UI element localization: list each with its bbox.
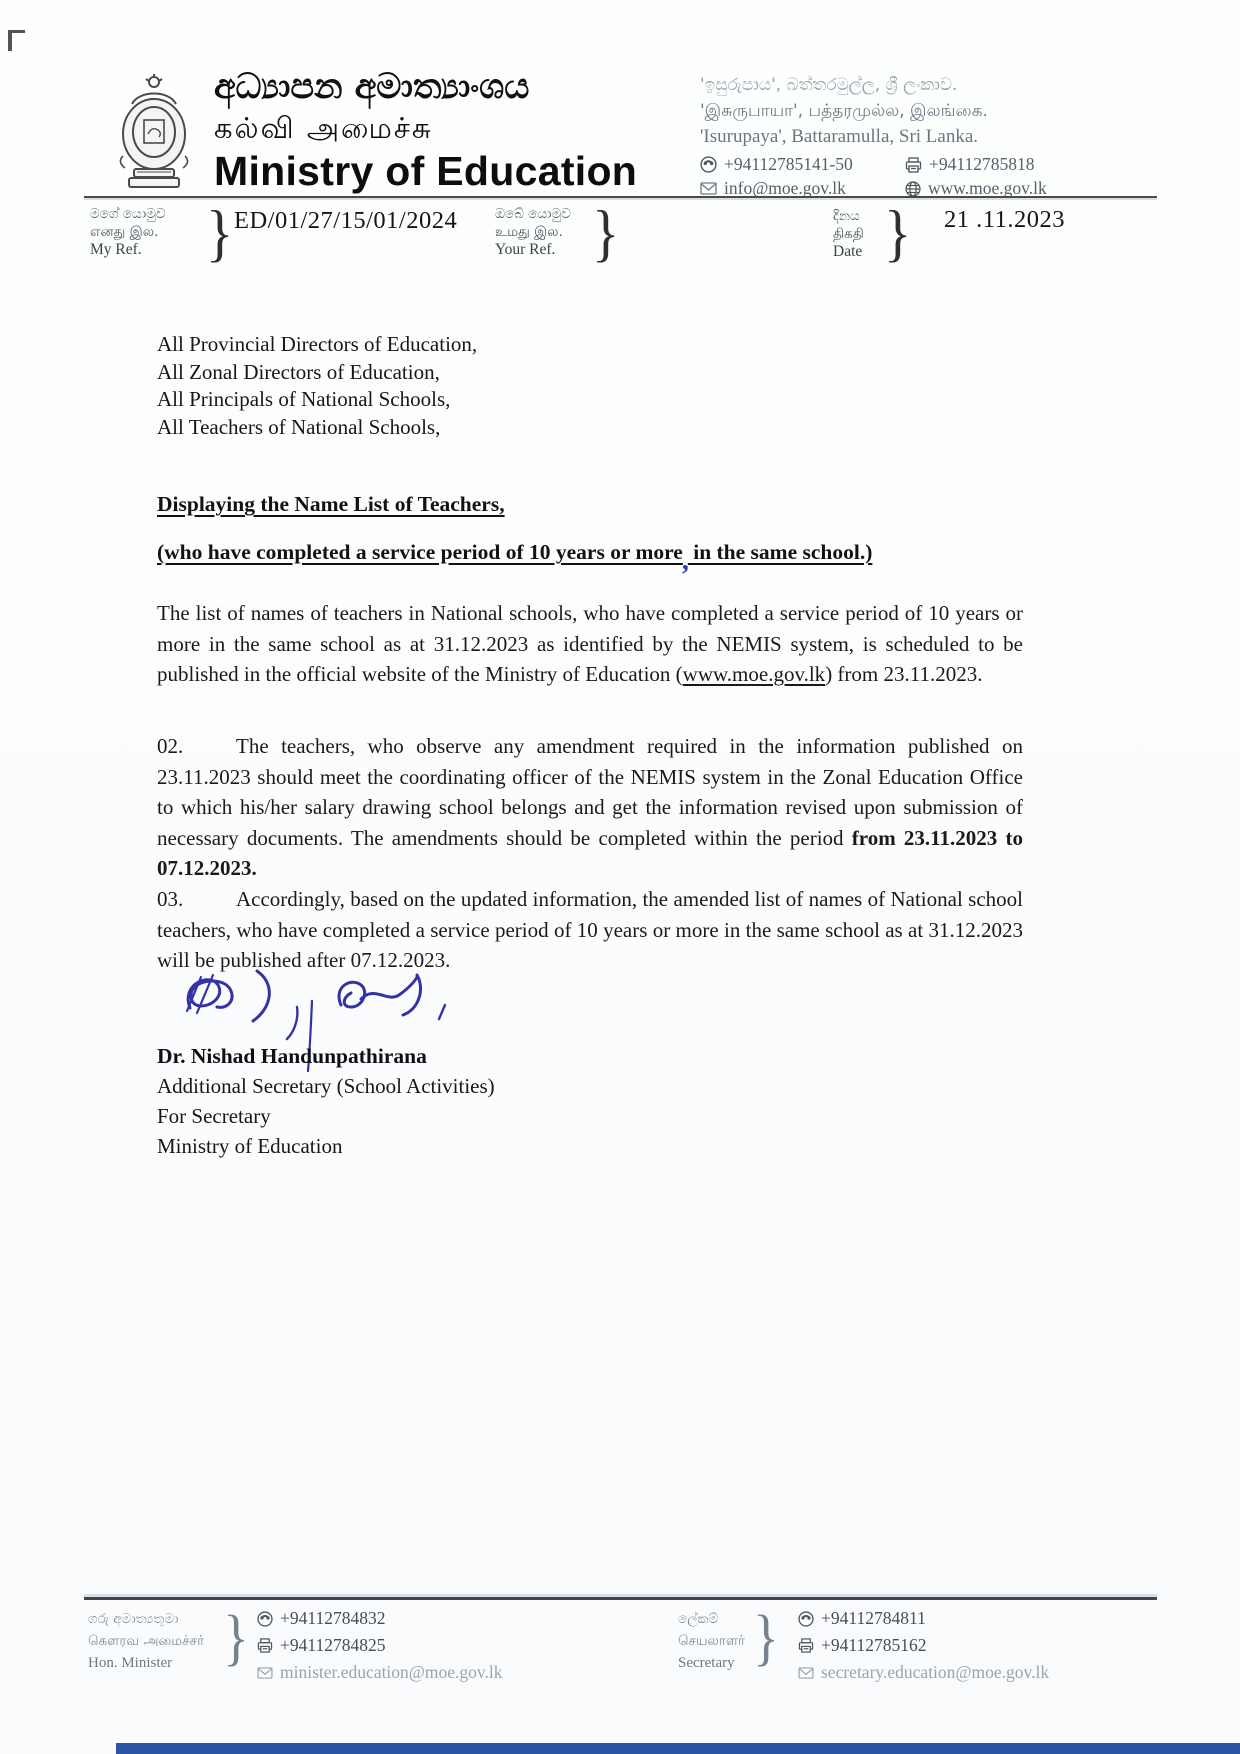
subject-line-1: Displaying the Name List of Teachers, xyxy=(157,492,505,516)
your-ref-label-english: Your Ref. xyxy=(495,241,556,258)
my-ref-label-tamil: எனது இல. xyxy=(90,224,159,240)
secretary-label-english: Secretary xyxy=(678,1655,735,1671)
secretary-phone-value: +94112784811 xyxy=(821,1608,926,1628)
header-fax-value: +94112785818 xyxy=(929,154,1035,174)
phone-icon xyxy=(700,156,717,173)
subject-line-2-part2: in the same school.) xyxy=(687,540,873,564)
date-brace: } xyxy=(884,197,912,269)
date-label-sinhala: දිනය xyxy=(833,208,860,224)
secretary-phone-row xyxy=(798,1605,1049,1632)
minister-email-row xyxy=(257,1659,503,1686)
recipient-line: All Provincial Directors of Education, xyxy=(157,332,478,356)
secretary-label xyxy=(678,1608,745,1674)
subject-line-2-part1: (who have completed a service period of 10 years or more xyxy=(157,540,683,564)
secretary-label-tamil: செயலாளர் xyxy=(678,1633,746,1649)
your-ref-label xyxy=(495,205,571,259)
email-icon xyxy=(257,1667,273,1679)
minister-brace: } xyxy=(223,1602,249,1672)
recipient-line: All Principals of National Schools, xyxy=(157,387,451,411)
paragraph-3 xyxy=(157,884,1023,976)
secretary-email-value: secretary.education@moe.gov.lk xyxy=(821,1662,1050,1682)
sri-lanka-emblem-logo xyxy=(103,72,205,197)
secretary-fax-row xyxy=(798,1632,1049,1659)
paragraph-3-text: Accordingly, based on the updated information, the amended list of names of National school teachers, who have completed a service period of 10 years or more in the same school as at 31.12.2023 will be published after 07.12.2023. xyxy=(157,887,1023,972)
paragraph-2 xyxy=(157,731,1023,884)
minister-label-tamil: கௌரவ அமைச்சர் xyxy=(88,1633,205,1649)
header-fax-row xyxy=(905,153,1047,176)
minister-email-value: minister.education@moe.gov.lk xyxy=(280,1662,503,1682)
minister-fax-row xyxy=(257,1632,503,1659)
minister-phone-value: +94112784832 xyxy=(280,1608,386,1628)
my-ref-label xyxy=(90,205,166,259)
minister-label-sinhala: ගරු අමාත්‍යතුමා xyxy=(88,1611,179,1627)
secretary-brace: } xyxy=(753,1602,779,1672)
date-label xyxy=(833,207,864,261)
header-web-value: www.moe.gov.lk xyxy=(928,178,1047,198)
bottom-blue-bar xyxy=(116,1743,1240,1754)
paragraph-3-number: 03. xyxy=(157,887,184,911)
signatory-title-2: For Secretary xyxy=(157,1104,271,1128)
date-label-english: Date xyxy=(833,243,863,260)
paragraph-1-tail: ) from 23.11.2023. xyxy=(825,662,983,686)
signatory-title-3: Ministry of Education xyxy=(157,1134,343,1158)
address-sinhala: 'ඉසුරුපාය', බත්තරමුල්ල, ශ්‍රී ලංකාව. xyxy=(700,75,958,95)
minister-label xyxy=(88,1608,204,1674)
scan-artifact xyxy=(8,30,25,51)
secretary-contacts xyxy=(798,1605,1049,1686)
email-icon xyxy=(798,1667,814,1679)
your-ref-brace: } xyxy=(592,197,620,269)
minister-label-english: Hon. Minister xyxy=(88,1655,173,1671)
minister-fax-value: +94112784825 xyxy=(280,1635,386,1655)
minister-phone-row xyxy=(257,1605,503,1632)
recipient-line: All Zonal Directors of Education, xyxy=(157,359,440,384)
ministry-title-block xyxy=(214,66,637,194)
your-ref-label-sinhala: ඔබේ යොමුව xyxy=(495,206,571,222)
paragraph-2-number: 02. xyxy=(157,734,184,758)
paragraph-1 xyxy=(157,598,1023,690)
fax-printer-icon xyxy=(905,157,922,173)
paragraph-2-bold-dates: from 23.11.2023 to 07.12.2023. xyxy=(157,825,1023,880)
signatory-block xyxy=(157,1041,495,1161)
signatory-name: Dr. Nishad Handunpathirana xyxy=(157,1044,427,1068)
paragraph-1-text: The list of names of teachers in National schools, who have completed a service period of 10 years or more in the same school as at 31.12.2023 as identified by the NEMIS system, is scheduled to be published in the official website of the Ministry of Education ( xyxy=(157,601,1023,686)
signatory-title-1: Additional Secretary (School Activities) xyxy=(157,1074,495,1098)
address-english: 'Isurupaya', Battaramulla, Sri Lanka. xyxy=(700,126,979,147)
header-phone-value: +94112785141-50 xyxy=(724,154,853,174)
ministry-name-sinhala: අධ්‍යාපන අමාත්‍යාංශය xyxy=(214,67,530,107)
ministry-name-tamil: கல்வி அமைச்சு xyxy=(214,111,433,145)
my-ref-brace: } xyxy=(206,197,234,269)
address-tamil: 'இசுருபாயா', பத்தரமுல்ல, இலங்கை. xyxy=(700,101,988,121)
secretary-fax-value: +94112785162 xyxy=(821,1635,927,1655)
recipient-line: All Teachers of National Schools, xyxy=(157,414,441,439)
ministry-name-english: Ministry of Education xyxy=(214,148,638,194)
date-label-tamil: திகதி xyxy=(833,226,864,242)
recipient-list xyxy=(157,331,477,441)
header-email-value: info@moe.gov.lk xyxy=(724,178,846,198)
fax-printer-icon xyxy=(257,1638,273,1653)
header-contact-grid xyxy=(700,153,1047,200)
my-ref-label-sinhala: මගේ යොමුව xyxy=(90,206,166,222)
phone-icon xyxy=(257,1611,273,1627)
my-ref-label-english: My Ref. xyxy=(90,241,142,258)
moe-website-link: www.moe.gov.lk xyxy=(682,662,826,686)
secretary-label-sinhala: ලේකම් xyxy=(678,1611,719,1627)
fax-printer-icon xyxy=(798,1638,814,1653)
email-icon xyxy=(700,182,717,195)
footer-divider xyxy=(84,1597,1157,1600)
header-address-block xyxy=(700,72,1047,200)
my-ref-value: ED/01/27/15/01/2024 xyxy=(234,207,458,234)
secretary-email-row xyxy=(798,1659,1049,1686)
paragraph-2-text: The teachers, who observe any amendment required in the information published on 23.11.2023 should meet the coordinating officer of the NEMIS system in the Zonal Education Office to which his/her salary drawing school belongs and get the information revised upon submission of necessary documents. The amendments should be completed within the period xyxy=(157,734,1023,850)
phone-icon xyxy=(798,1611,814,1627)
minister-contacts xyxy=(257,1605,503,1686)
subject-line-2: (who have completed a service period of 10 years or more, in the same school.) xyxy=(157,540,873,576)
header-phone-row xyxy=(700,153,905,176)
header-divider xyxy=(84,196,1157,198)
date-value: 21 .11.2023 xyxy=(944,206,1065,233)
your-ref-label-tamil: உமது இல. xyxy=(495,224,563,240)
globe-icon xyxy=(905,181,921,197)
